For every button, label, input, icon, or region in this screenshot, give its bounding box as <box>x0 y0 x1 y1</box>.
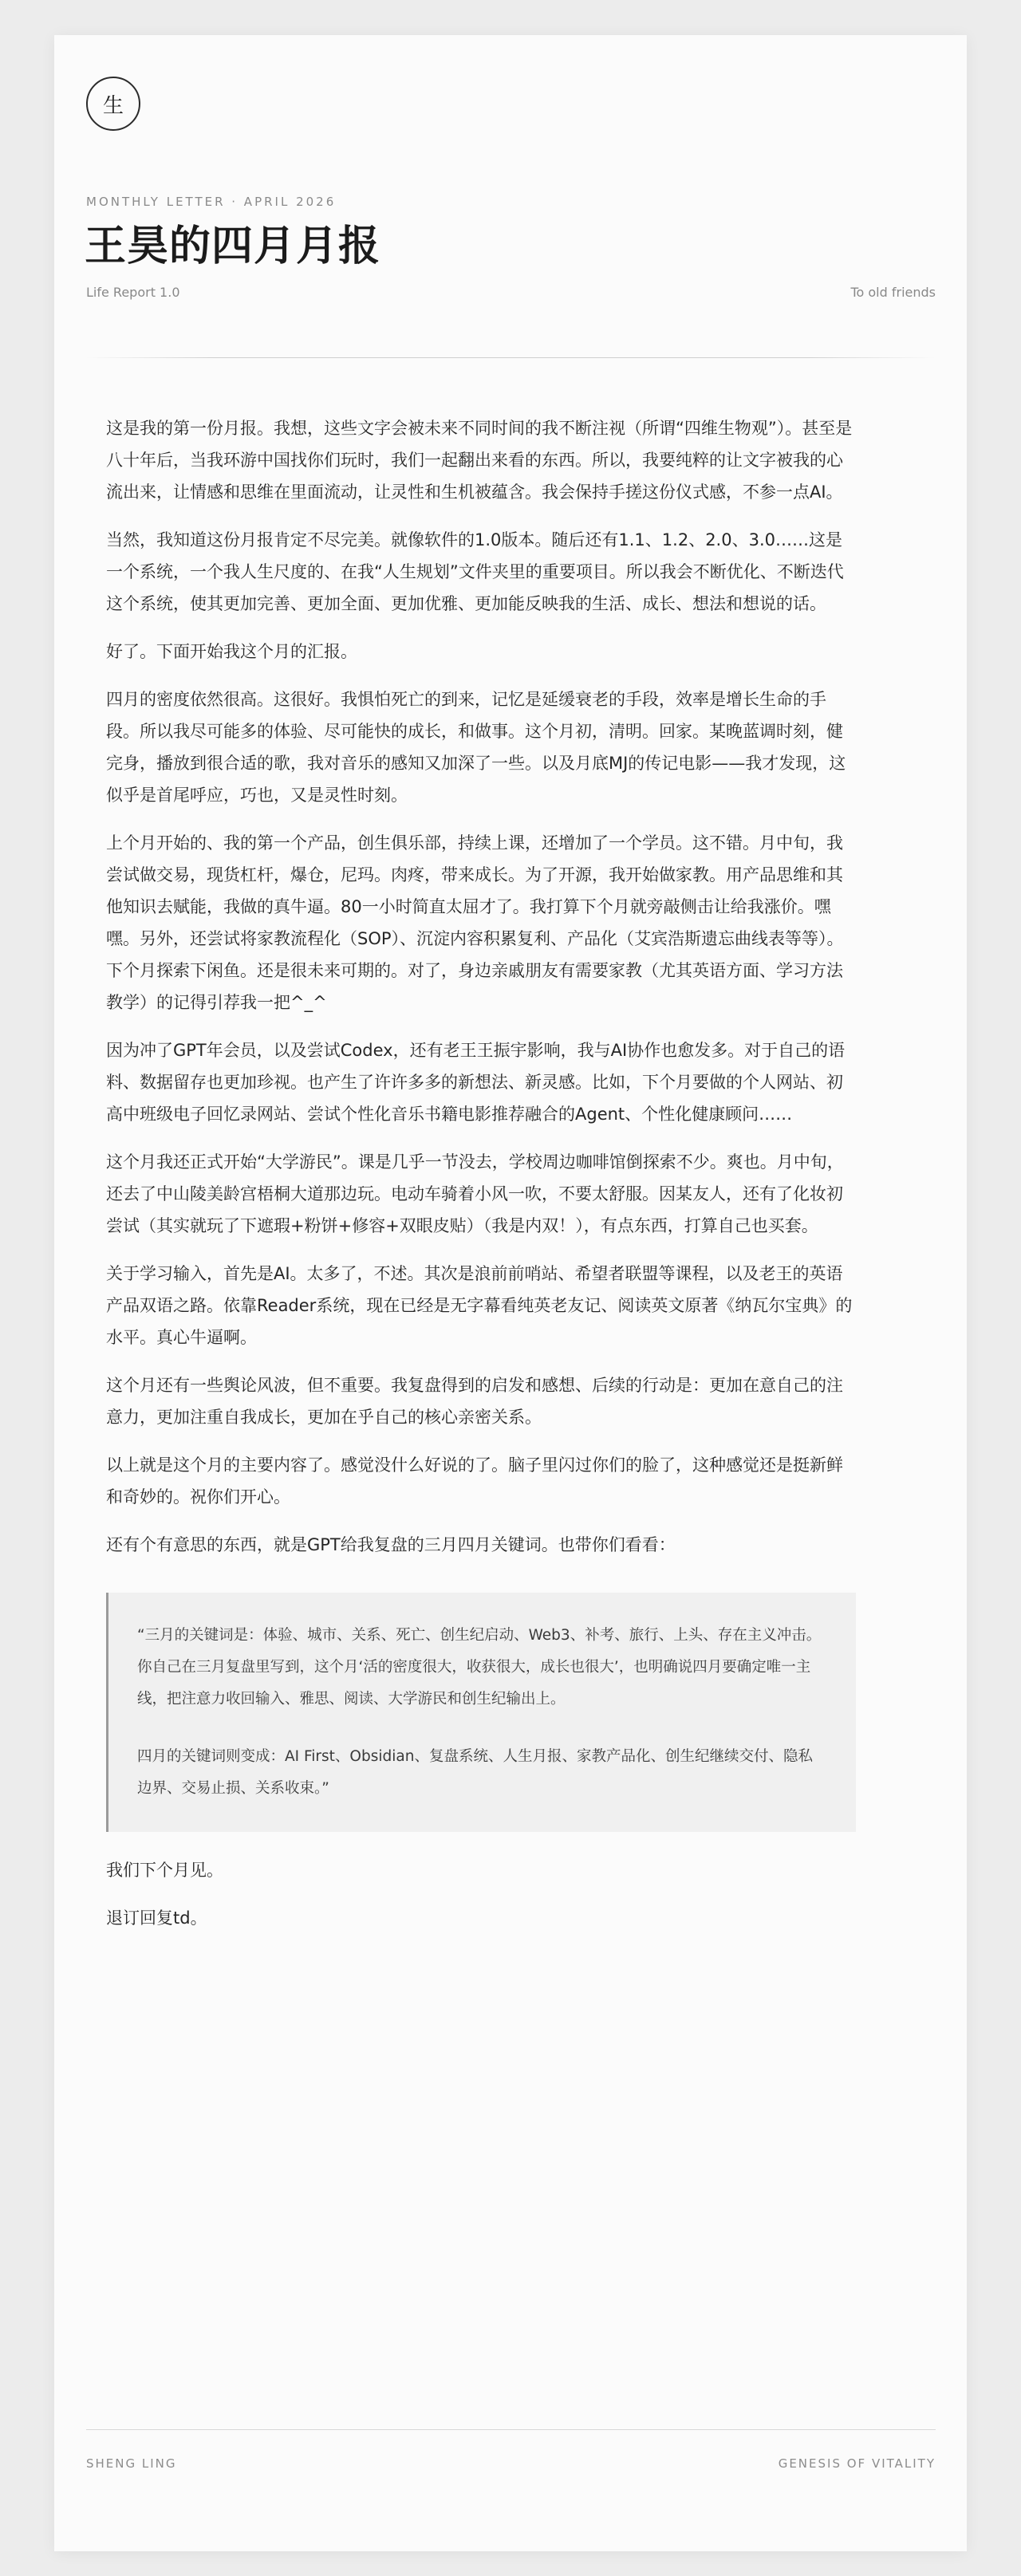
keywords-blockquote <box>106 1593 856 1832</box>
body-paragraph: 四月的密度依然很高。这很好。我惧怕死亡的到来，记忆是延缓衰老的手段，效率是增长生命的手段。所以我尽可能多的体验、尽可能快的成长，和做事。这个月初，清明。回家。某晚蓝调时刻，健完身，播放到很合适的歌，我对音乐的感知又加深了一些。以及月底MJ的传记电影——我才发现，这似乎是首尾呼应，巧也，又是灵性时刻。 <box>106 690 846 805</box>
body-paragraph: 关于学习输入，首先是AI。太多了，不述。其次是浪前前哨站、希望者联盟等课程，以及老王的英语产品双语之路。依靠Reader系统，现在已经是无字幕看纯英老友记、阅读英文原著《纳瓦尔宝典》的水平。真心牛逼啊。 <box>106 1264 853 1347</box>
body-paragraph: 这个月我还正式开始“大学游民”。课是几乎一节没去，学校周边咖啡馆倒探索不少。爽也。月中旬，还去了中山陵美龄宫梧桐大道那边玩。电动车骑着小风一吹，不要太舒服。因某友人，还有了化妆初尝试（其实就玩了下遮瑕+粉饼+修容+双眼皮贴）（我是内双！），有点东西，打算自己也买套。 <box>106 1152 844 1235</box>
letter-body <box>106 412 856 1950</box>
recipient-label: To old friends <box>850 285 936 300</box>
page-title: 王昊的四月月报 <box>85 223 381 270</box>
body-paragraph: 这是我的第一份月报。我想，这些文字会被未来不同时间的我不断注视（所谓“四维生物观”）。甚至是八十年后，当我环游中国找你们玩时，我们一起翻出来看的东西。所以，我要纯粹的让文字被我的心流出来，让情感和思维在里面流动，让灵性和生机被蕴含。我会保持手搓这份仪式感，不参一点AI。 <box>106 419 853 502</box>
body-paragraph: 上个月开始的、我的第一个产品，创生俱乐部，持续上课，还增加了一个学员。这不错。月中旬，我尝试做交易，现货杠杆，爆仓，尼玛。肉疼，带来成长。为了开源，我开始做家教。用产品思维和其他知识去赋能，我做的真牛逼。80一小时简直太屈才了。我打算下个月就旁敲侧击让给我涨价。嘿嘿。另外，还尝试将家教流程化（SOP）、沉淀内容积累复利、产品化（艾宾浩斯遗忘曲线表等等）。下个月探索下闲鱼。还是很未来可期的。对了，身边亲戚朋友有需要家教（尤其英语方面、学习方法教学）的记得引荐我一把^_^ <box>106 833 844 1012</box>
letter-eyebrow: MONTHLY LETTER · APRIL 2026 <box>86 195 337 209</box>
header-divider <box>86 357 936 358</box>
body-paragraph: 因为冲了GPT年会员，以及尝试Codex，还有老王王振宇影响，我与AI协作也愈发多。对于自己的语料、数据留存也更加珍视。也产生了许许多多的新想法、新灵感。比如，下个月要做的个人网站、初高中班级电子回忆录网站、尝试个性化音乐书籍电影推荐融合的Agent、个性化健康顾问…… <box>106 1041 846 1124</box>
body-paragraph: 当然，我知道这份月报肯定不尽完美。就像软件的1.0版本。随后还有1.1、1.2、2.0、3.0……这是一个系统，一个我人生尺度的、在我“人生规划”文件夹里的重要项目。所以我会不断优化、不断迭代这个系统，使其更加完善、更加全面、更加优雅、更加能反映我的生活、成长、想法和想说的话。 <box>106 530 844 613</box>
body-paragraph: 这个月还有一些舆论风波，但不重要。我复盘得到的启发和感想、后续的行动是：更加在意自己的注意力，更加注重自我成长，更加在乎自己的核心亲密关系。 <box>106 1376 843 1427</box>
footer-divider <box>86 2429 936 2430</box>
version-label: Life Report 1.0 <box>86 285 180 300</box>
footer-tagline: GENESIS OF VITALITY <box>778 2456 936 2471</box>
quote-paragraph: 四月的关键词则变成：AI First、Obsidian、复盘系统、人生月报、家教产品化、创生纪继续交付、隐私边界、交易止损、关系收束。” <box>137 1748 813 1797</box>
quote-paragraph: “三月的关键词是：体验、城市、关系、死亡、创生纪启动、Web3、补考、旅行、上头、存在主义冲击。你自己在三月复盘里写到，这个月‘活的密度很大，收获很大，成长也很大’，也明确说四月要确定唯一主线，把注意力收回输入、雅思、阅读、大学游民和创生纪输出上。 <box>137 1627 822 1707</box>
body-paragraph: 好了。下面开始我这个月的汇报。 <box>106 642 357 661</box>
body-paragraph: 以上就是这个月的主要内容了。感觉没什么好说的了。脑子里闪过你们的脸了，这种感觉还是挺新鲜和奇妙的。祝你们开心。 <box>106 1455 843 1507</box>
unsubscribe-line: 退订回复td。 <box>106 1908 207 1928</box>
footer-brand: SHENG LING <box>86 2456 177 2471</box>
seal-character: 生 <box>102 93 124 118</box>
body-paragraph: 还有个有意思的东西，就是GPT给我复盘的三月四月关键词。也带你们看看： <box>106 1535 676 1554</box>
closing-line: 我们下个月见。 <box>106 1861 223 1880</box>
seal-logo <box>86 77 140 131</box>
